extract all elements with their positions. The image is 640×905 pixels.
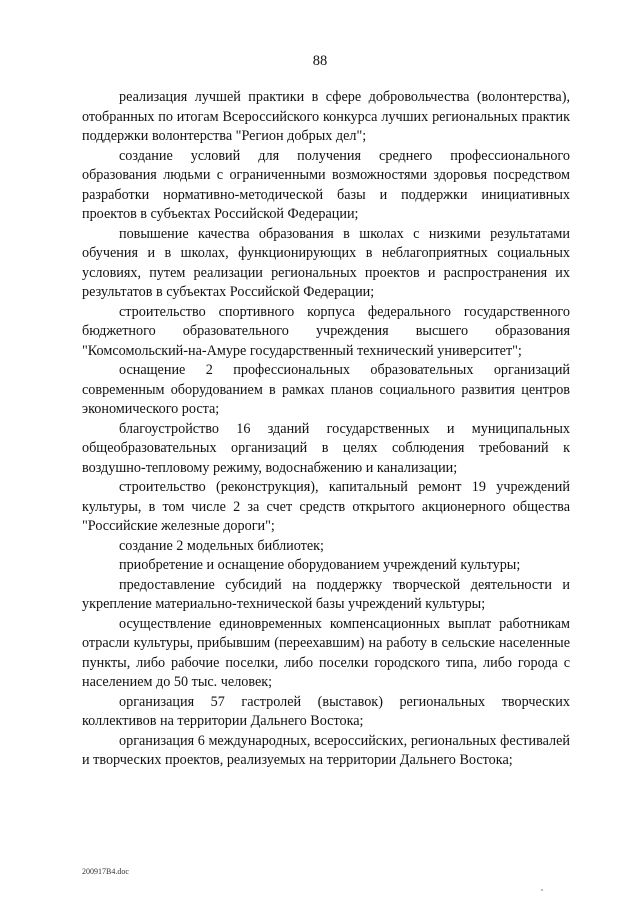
paragraph: предоставление субсидий на поддержку творческой деятельности и укрепление материально-технической базы учреждений культуры; <box>82 576 570 612</box>
paragraph: реализация лучшей практики в сфере добровольчества (волонтерства), отобранных по итогам Всероссийского конкурса лучших региональных практик поддержки волонтерства "Регион добрых дел"; <box>82 89 570 144</box>
paragraph: строительство спортивного корпуса федерального государственного бюджетного образовательного учреждения высшего образования "Комсомольский-на-Амуре государственный технический университет"; <box>82 303 570 359</box>
paragraph: благоустройство 16 зданий государственных и муниципальных общеобразовательных организаций в целях соблюдения требований к воздушно-тепловому режиму, водоснабжению и канализации; <box>82 420 570 476</box>
paragraph: оснащение 2 профессиональных образовательных организаций современным оборудованием в рамках планов социального развития центров экономического роста; <box>82 362 570 417</box>
document-body <box>82 88 570 771</box>
page-number: 88 <box>312 53 328 69</box>
paragraph: осуществление единовременных компенсационных выплат работникам отрасли культуры, прибывшим (переехавшим) на работу в сельские населенные пункты, либо рабочие поселки, либо поселки городского типа, либо города с населением до 50 тыс. человек; <box>82 615 570 690</box>
paragraph: создание 2 модельных библиотек; <box>119 537 325 554</box>
paragraph: строительство (реконструкция), капитальный ремонт 19 учреждений культуры, в том числе 2 за счет средств открытого акционерного общества "Российские железные дороги"; <box>82 479 570 534</box>
footer-file-code: 200917В4.doc <box>82 867 129 876</box>
paragraph: создание условий для получения среднего профессионального образования людьми с ограниченными возможностями здоровья посредством разработки нормативно-методической базы и поддержки инициативных проектов в субъектах Российской Федерации; <box>82 147 570 222</box>
paragraph: повышение качества образования в школах с низкими результатами обучения и в школах, функционирующих в неблагоприятных социальных условиях, путем реализации региональных проектов и распространения их результатов в субъектах Российской Федерации; <box>82 225 570 300</box>
paragraph: приобретение и оснащение оборудованием учреждений культуры; <box>119 557 521 573</box>
paragraph: организация 6 международных, всероссийских, региональных фестивалей и творческих проектов, реализуемых на территории Дальнего Востока; <box>82 732 570 768</box>
paragraph: организация 57 гастролей (выставок) региональных творческих коллективов на территории Дальнего Востока; <box>82 693 570 729</box>
scan-artifact <box>541 889 543 891</box>
